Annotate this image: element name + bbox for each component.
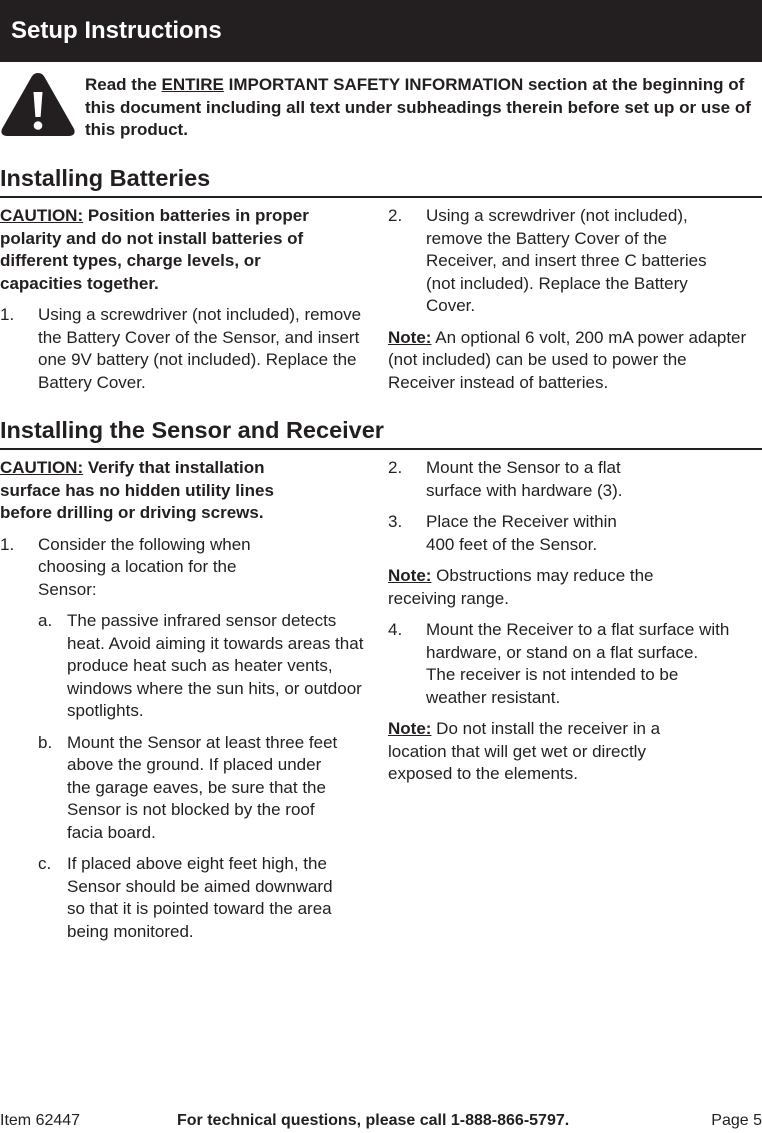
section-divider <box>0 196 762 198</box>
warning-triangle-icon <box>0 70 76 138</box>
item-number: Item 62447 <box>0 1112 81 1129</box>
page-title: Setup Instructions <box>11 17 222 44</box>
safety-warning-text: Read the ENTIRE IMPORTANT SAFETY INFORMATION section at the beginning of this document including all text under subheadings therein before set up or use of this product. <box>85 75 751 139</box>
sensor-substep-a: a. The passive infrared sensor detects heat. Avoid aiming it towards areas that produce heat such as heater vents, windows where the sun hits, or outdoor spotlights. <box>38 611 364 720</box>
batteries-right-column <box>388 205 758 394</box>
sensor-note-1: Note: Obstructions may reduce the receiving range. <box>388 566 654 608</box>
sensor-step-3: 3. Place the Receiver within 400 feet of the Sensor. <box>388 512 617 554</box>
battery-step-2: 2. Using a screwdriver (not included), remove the Battery Cover of the Receiver, and insert three C batteries (not included). Replace the Battery Cover. <box>388 206 707 315</box>
header-bar <box>0 0 762 62</box>
sensor-right-column <box>388 457 758 786</box>
battery-note: Note: An optional 6 volt, 200 mA power adapter (not included) can be used to power the Receiver instead of batteries. <box>388 327 747 392</box>
section-divider <box>0 448 762 450</box>
sensor-substep-b: b. Mount the Sensor at least three feet above the ground. If placed under the garage eaves, be sure that the Sensor is not blocked by the roof facia board. <box>38 732 338 842</box>
sensor-caution: CAUTION: Verify that installation surface has no hidden utility lines before drilling or driving screws. <box>0 458 274 522</box>
sensor-substep-c: c. If placed above eight feet high, the Sensor should be aimed downward so that it is pointed toward the area being monitored. <box>38 854 333 941</box>
batteries-left-column <box>0 205 366 394</box>
sensor-step-2: 2. Mount the Sensor to a flat surface with hardware (3). <box>388 458 623 500</box>
battery-step-1: 1. Using a screwdriver (not included), remove the Battery Cover of the Sensor, and insert one 9V battery (not included). Replace the Battery Cover. <box>0 305 362 392</box>
tech-support-line: For technical questions, please call 1-888-866-5797. <box>177 1112 570 1129</box>
sensor-step-1: 1. Consider the following when choosing a location for the Sensor: a. The passive infrared sensor detects heat. Avoid aiming it towards areas that produce heat such as heater vents, windows where the sun hits, or outdoor spotlights. b. Mount the Sensor at least three feet above the ground. If placed under the garage eaves, be sure that the Sensor is not blocked by the roof facia board. c. If placed above eight feet high, the Sensor should be aimed downward so that it is pointed toward the area being monitored. <box>0 534 366 944</box>
sensor-left-column <box>0 457 366 943</box>
sensor-step-4: 4. Mount the Receiver to a flat surface with hardware, or stand on a flat surface. The receiver is not intended to be weather resistant. <box>388 620 730 707</box>
section-title-batteries: Installing Batteries <box>0 165 211 191</box>
page-footer <box>0 1111 762 1133</box>
page-number: Page 5 <box>711 1112 762 1129</box>
sensor-note-2: Note: Do not install the receiver in a location that will get wet or directly exposed to the elements. <box>388 719 661 783</box>
battery-caution: CAUTION: Position batteries in proper polarity and do not install batteries of different types, charge levels, or capacities together. <box>0 206 309 293</box>
section-title-sensor-receiver: Installing the Sensor and Receiver <box>0 417 384 443</box>
